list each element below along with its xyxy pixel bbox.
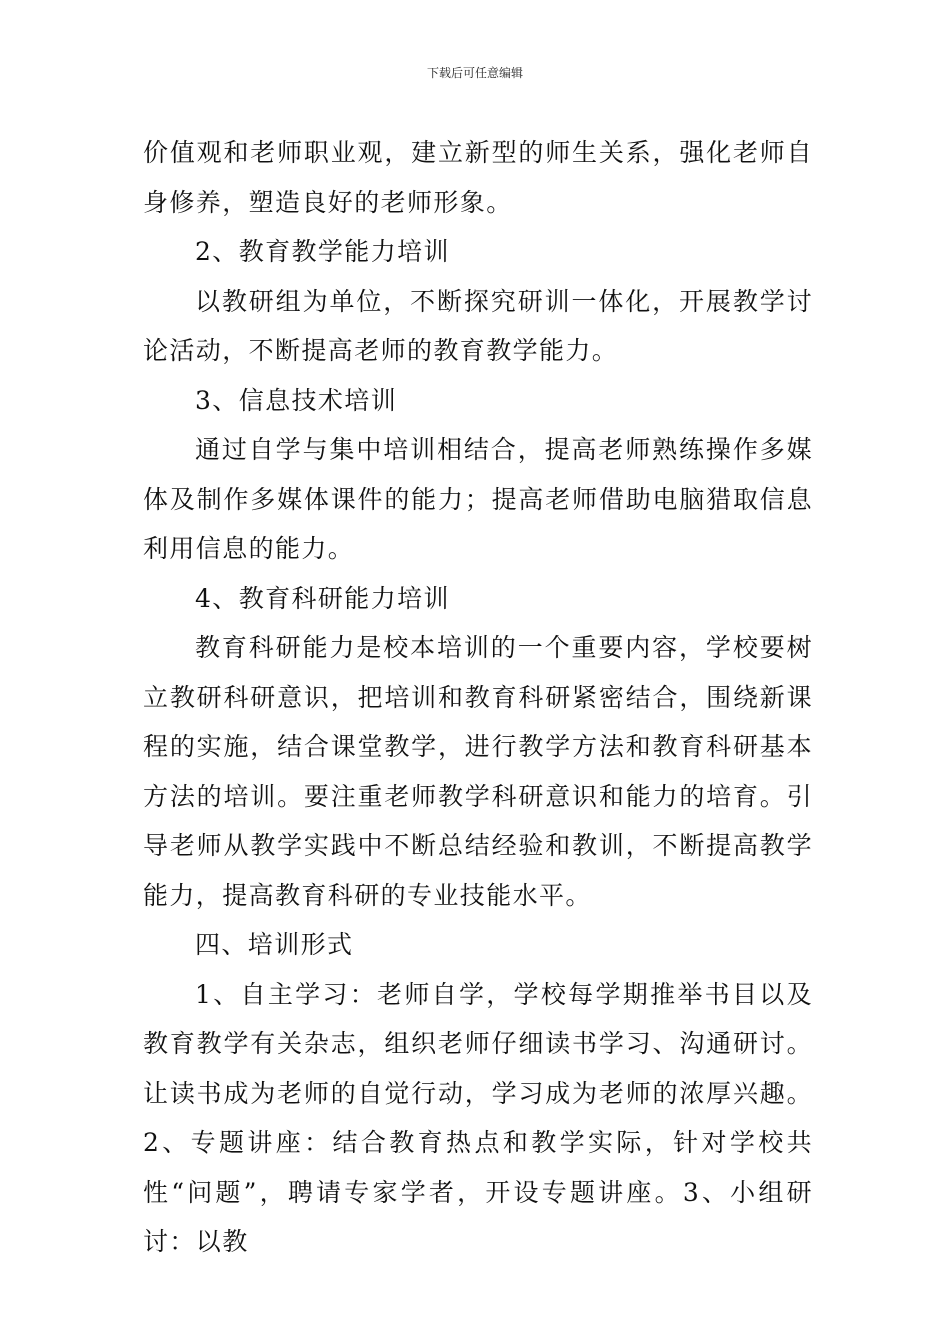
paragraph-continuation: 价值观和老师职业观，建立新型的师生关系，强化老师自身修养，塑造良好的老师形象。 [143, 138, 813, 217]
heading-research-training: 4、教育科研能力培训 [195, 583, 450, 613]
heading-training-forms: 四、培训形式 [195, 930, 354, 959]
paragraph-research-training: 教育科研能力是校本培训的一个重要内容，学校要树立教研科研意识，把培训和教育科研紧密结合，围绕新课程的实施，结合课堂教学，进行教学方法和教育科研基本方法的培训。要注重老师教学科研意识和能力的培育。引导老师从教学实践中不断总结经验和教训，不断提高教学能力，提高教育科研的专业技能水平。 [143, 633, 813, 910]
paragraph-teaching-ability: 以教研组为单位，不断探究研训一体化，开展教学讨论活动，不断提高老师的教育教学能力。 [143, 286, 813, 365]
page-header: 下载后可任意编辑 [426, 66, 523, 80]
paragraph-training-forms: 1、自主学习：老师自学，学校每学期推举书目以及教育教学有关杂志，组织老师仔细读书学习、沟通研讨。让读书成为老师的自觉行动，学习成为老师的浓厚兴趣。2、专题讲座：结合教育热点和教学实际，针对学校共性“问题”，聘请专家学者，开设专题讲座。3、小组研讨：以教 [143, 979, 813, 1256]
heading-it-training: 3、信息技术培训 [195, 385, 398, 415]
paragraph-it-training: 通过自学与集中培训相结合，提高老师熟练操作多媒体及制作多媒体课件的能力；提高老师借助电脑猎取信息利用信息的能力。 [143, 435, 813, 563]
heading-teaching-ability: 2、教育教学能力培训 [195, 237, 450, 266]
document-body [143, 128, 813, 1267]
